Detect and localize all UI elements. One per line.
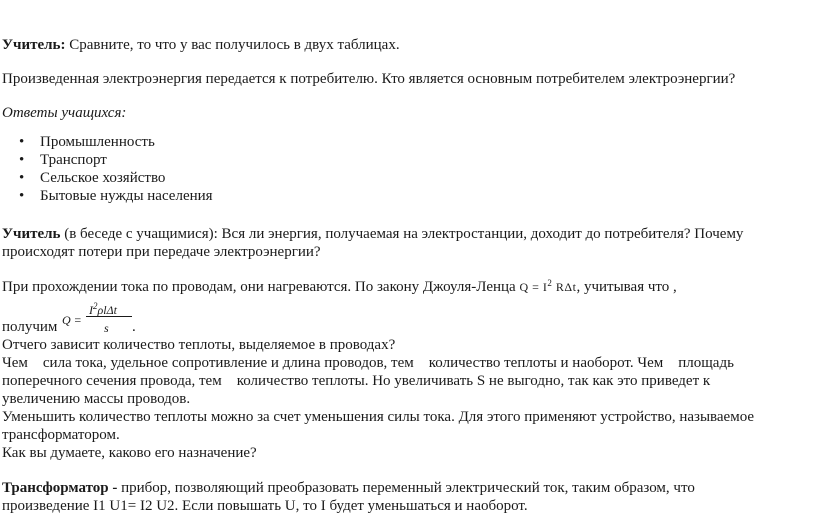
joule-lenz-formula: $Q = I^2$ RΔt	[519, 278, 577, 294]
teacher-intro-text: Сравните, то что у вас получилось в двух таблицах.	[65, 37, 400, 53]
frac-lhs: Q =	[62, 313, 82, 327]
consumer-question: Произведенная электроэнергия передается к потребителю. Кто является основным потребителем электроэнергии?	[2, 71, 736, 87]
answers-list	[2, 133, 213, 205]
teacher-question-text: (в беседе с учащимися): Вся ли энергия, получаемая на электростанции, доходит до потребителя? Почему	[60, 226, 744, 242]
frac-num-rest: ρlΔt	[97, 303, 117, 317]
student-answers-heading: Ответы учащихся:	[2, 105, 127, 121]
frac-numerator: $I^2\rho l\Delta t$	[89, 301, 117, 317]
teacher-label-2: Учитель	[2, 226, 61, 242]
joule-lenz-line	[2, 278, 677, 296]
dependency-line2: поперечного сечения провода, тем количество теплоты. Но увеличивать S не выгодно, так как это приведет к	[2, 373, 711, 389]
frac-num-base: I	[89, 303, 93, 317]
teacher-question-line1	[2, 225, 743, 243]
transformer-definition-line1	[2, 479, 695, 497]
joule-lenz-text: При прохождении тока по проводам, они нагреваются. По закону Джоуля-Ленца	[2, 279, 520, 295]
transformer-text: прибор, позволяющий преобразовать переменный электрический ток, таким образом, что	[117, 480, 695, 496]
list-item: • Сельское хозяйство	[2, 169, 213, 187]
teacher-label: Учитель:	[2, 37, 66, 53]
frac-tail: .	[132, 319, 136, 335]
teacher-intro	[2, 36, 400, 54]
joule-lenz-after: , учитывая что ,	[576, 279, 677, 295]
formula-rhs: RΔt	[552, 280, 577, 294]
transformer-label: Трансформатор -	[2, 480, 118, 496]
reduce-heat-line2: трансформатором.	[2, 427, 120, 443]
list-item: • Бытовые нужды населения	[2, 187, 213, 205]
formula-lhs: Q = I	[519, 280, 548, 294]
list-item: • Промышленность	[2, 133, 213, 151]
dependency-line3: увеличению массы проводов.	[2, 391, 191, 407]
heat-question: Отчего зависит количество теплоты, выделяемое в проводах?	[2, 337, 396, 353]
transformer-definition-line2: произведение I1 U1= I2 U2. Если повышать U, то I будет уменьшаться и наоборот.	[2, 498, 528, 514]
frac-denominator: s	[104, 321, 109, 335]
reduce-heat-line1: Уменьшить количество теплоты можно за счет уменьшения силы тока. Для этого применяют устройство, называемое	[2, 409, 755, 425]
heat-fraction-formula	[62, 299, 140, 337]
fraction-bar	[86, 316, 132, 317]
list-item: • Транспорт	[2, 151, 213, 169]
dependency-line1: Чем сила тока, удельное сопротивление и длина проводов, тем количество теплоты и наоборот. Чем площадь	[2, 355, 734, 371]
teacher-question-line2: происходят потери при передаче электроэнергии?	[2, 244, 321, 260]
result-label: получим	[2, 319, 58, 335]
purpose-question: Как вы думаете, каково его назначение?	[2, 445, 257, 461]
